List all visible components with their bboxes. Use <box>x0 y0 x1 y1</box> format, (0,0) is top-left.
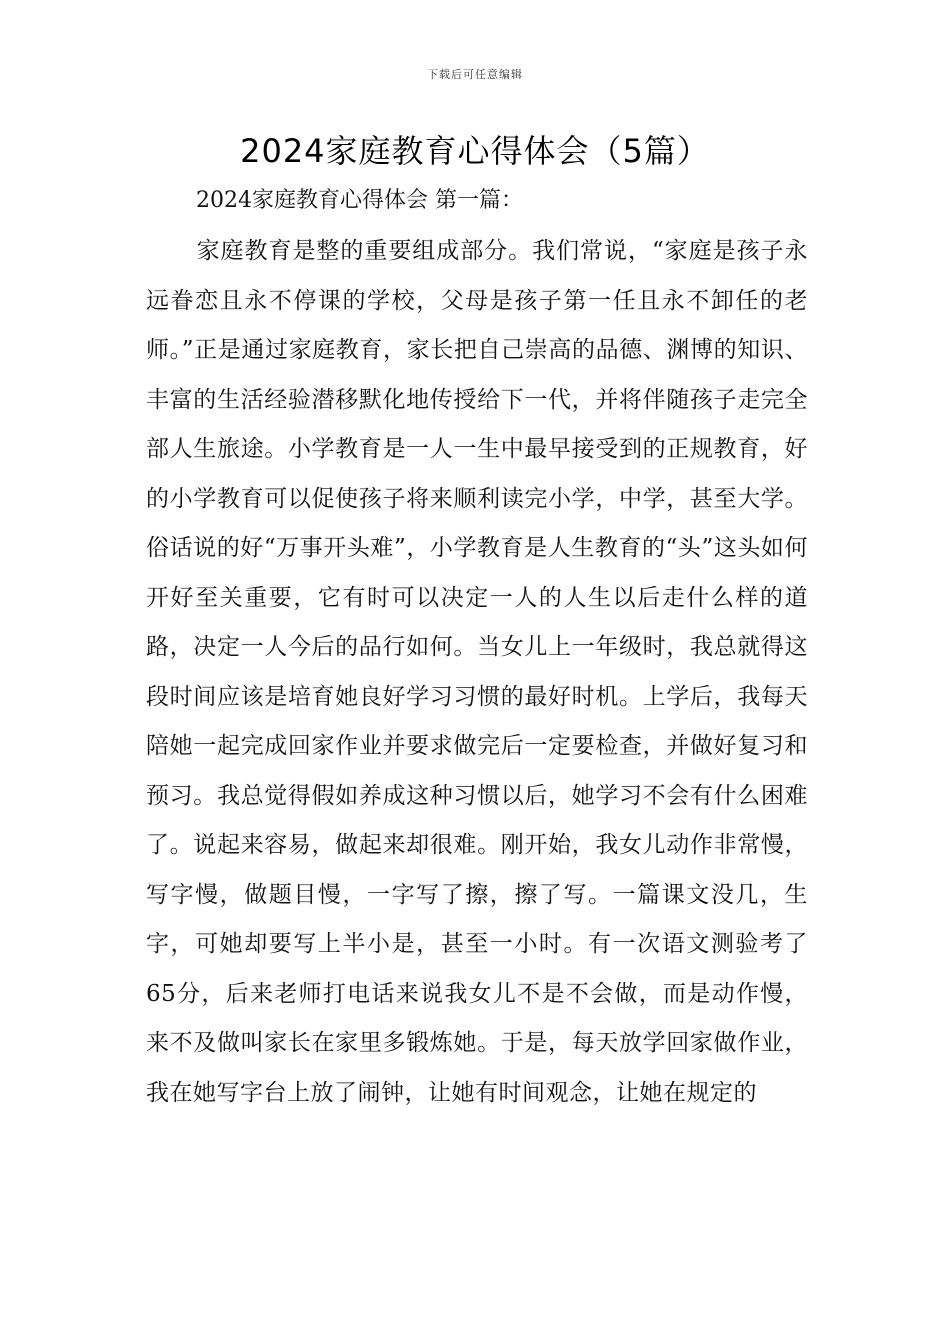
section-heading: 2024家庭教育心得体会 第一篇： <box>196 188 523 213</box>
body-paragraph: 家庭教育是整的重要组成部分。我们常说，“家庭是孩子永远眷恋且永不停课的学校，父母是孩子第一任且永不卸任的老师。”正是通过家庭教育，家长把自己崇高的品德、渊博的知识、丰富的生活经验潜移默化地传授给下一代，并将伴随孩子走完全部人生旅途。小学教育是一人一生中最早接受到的正规教育，好的小学教育可以促使孩子将来顺利读完小学，中学，甚至大学。俗话说的好“万事开头难”，小学教育是人生教育的“头”这头如何开好至关重要，它有时可以决定一人的人生以后走什么样的道路，决定一人今后的品行如何。当女儿上一年级时，我总就得这段时间应该是培育她良好学习习惯的最好时机。上学后，我每天陪她一起完成回家作业并要求做完后一定要检查，并做好复习和预习。我总觉得假如养成这种习惯以后，她学习不会有什么困难了。说起来容易，做起来却很难。刚开始，我女儿动作非常慢，写字慢，做题目慢，一字写了擦，擦了写。一篇课文没几，生字，可她却要写上半小是，甚至一小时。有一次语文测验考了65分，后来老师打电话来说我女儿不是不会做，而是动作慢，来不及做叫家长在家里多锻炼她。于是，每天放学回家做作业，我在她写字台上放了闹钟，让她有时间观念，让她在规定的 <box>146 238 808 1106</box>
page-title: 2024家庭教育心得体会（5篇） <box>240 132 710 170</box>
header-note: 下载后可任意编辑 <box>427 68 523 81</box>
